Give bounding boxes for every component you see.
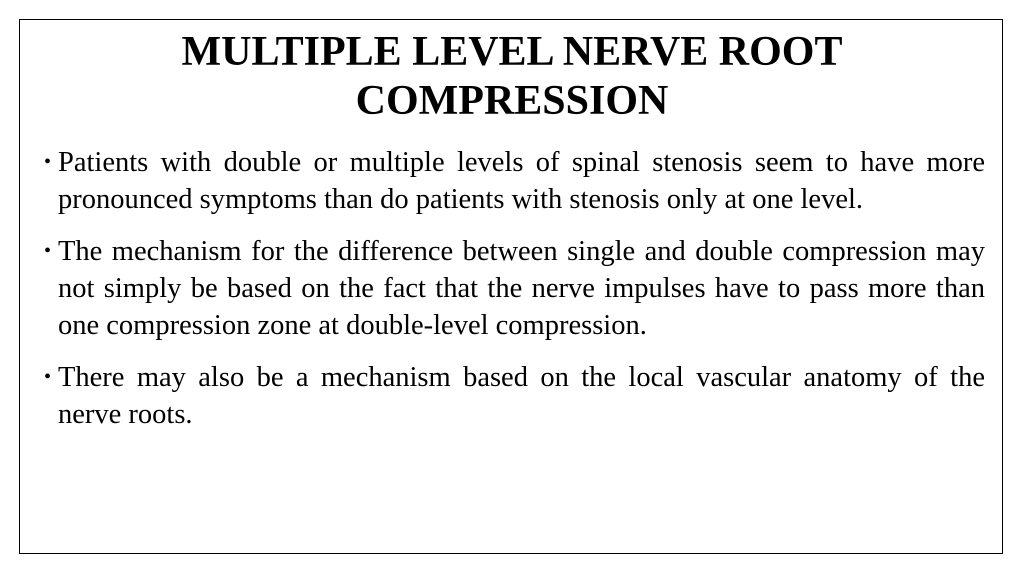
bullet-text: Patients with double or multiple levels of spinal stenosis seem to have more pronounced symptoms than do patients with stenosis only at one level. xyxy=(58,147,985,215)
bullet-item xyxy=(44,359,985,433)
slide-title-line-2: COMPRESSION xyxy=(355,78,669,124)
slide-title xyxy=(20,28,1004,126)
slide xyxy=(19,19,1003,554)
bullet-text: There may also be a mechanism based on the local vascular anatomy of the nerve roots. xyxy=(58,362,985,430)
slide-title-line-1: MULTIPLE LEVEL NERVE ROOT xyxy=(181,29,843,75)
bullet-item xyxy=(44,144,985,218)
bullet-item xyxy=(44,233,985,344)
bullet-text: The mechanism for the difference between single and double compression may not simply be based on the fact that the nerve impulses have to pass more than one compression zone at double-level compression. xyxy=(58,236,985,341)
bullet-dot-icon: • xyxy=(44,240,52,262)
bullet-list xyxy=(44,144,985,448)
bullet-dot-icon: • xyxy=(44,151,52,173)
bullet-dot-icon: • xyxy=(44,366,52,388)
